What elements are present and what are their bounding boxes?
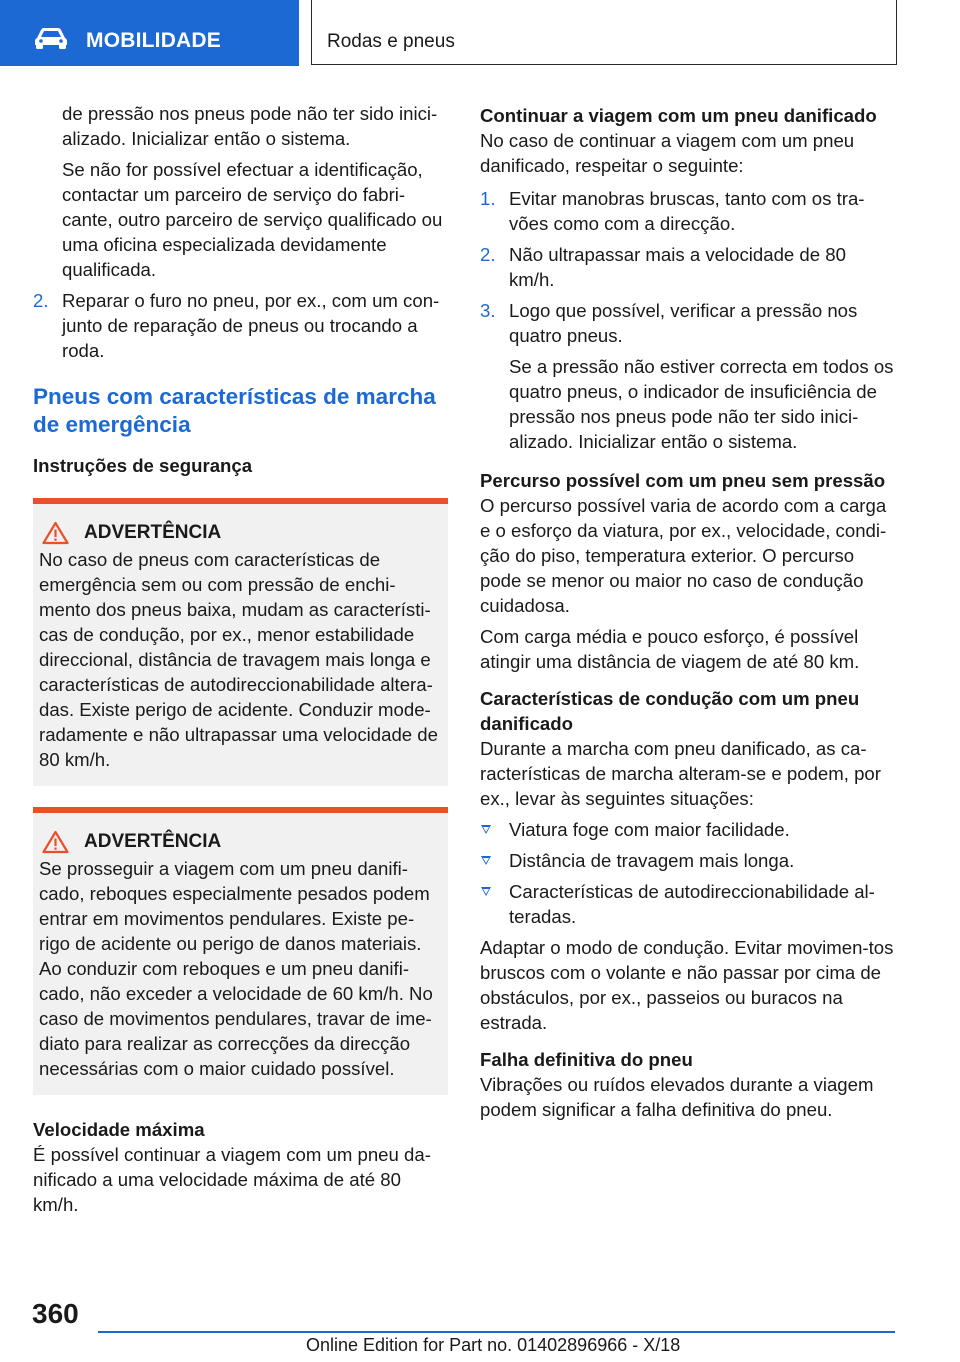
list-item [480, 186, 895, 236]
list-item [480, 817, 895, 842]
warning-title [39, 520, 442, 545]
right-column [480, 103, 895, 1122]
warning-text: No caso de pneus com características de emergência sem ou com pressão de enchi-mento dos pneus baixa, mudam as característi-cas de condução, por ex., menor estabilidade direccional, distância de travagem mais longa e características de autodireccionabilidade altera-das. Existe perigo de acidente. Conduzir mode-radamente e não ultrapassar uma velocidade de 80 km/h. [39, 549, 438, 770]
triangle-bullet-icon [481, 825, 491, 834]
footer-divider [98, 1331, 895, 1333]
driving-advice: Adaptar o modo de condução. Evitar movimen-tos bruscos com o volante e não passar por cima de obstáculos, por ex., passeios ou buracos na estrada. [480, 937, 894, 1033]
range-paragraph: O percurso possível varia de acordo com a carga e o esforço da viatura, por ex., velocidade, condi-ção do piso, temperatura exterior. O percurso pode se menor ou maior no caso de condução cuidadosa. [480, 495, 887, 616]
bullet-list [480, 817, 895, 929]
list-item-text: Logo que possível, verificar a pressão nos quatro pneus. [509, 300, 858, 346]
warning-triangle-icon [42, 830, 69, 854]
triangle-bullet-icon [481, 887, 491, 896]
driving-intro: Durante a marcha com pneu danificado, as ca-racterísticas de marcha alteram-se e podem, por ex., levar às seguintes situações: [480, 738, 881, 809]
warning-label: ADVERTÊNCIA [84, 522, 222, 543]
chapter-tab [311, 0, 897, 65]
warning-box [33, 498, 448, 786]
list-number: 2. [33, 290, 49, 311]
list-item-text: Não ultrapassar mais a velocidade de 80 km/h. [509, 244, 846, 290]
list-number: 3. [480, 300, 496, 321]
edition-text: Online Edition for Part no. 01402896966 - X/18 [306, 1335, 681, 1355]
list-item [480, 848, 895, 873]
speed-text: É possível continuar a viagem com um pneu da-nificado a uma velocidade máxima de até 80 km/h. [33, 1144, 431, 1215]
speed-heading: Velocidade máxima [33, 1119, 205, 1140]
left-column [33, 101, 448, 1217]
continue-heading: Continuar a viagem com um pneu danificado [480, 105, 877, 126]
failure-text: Vibrações ou ruídos elevados durante a viagem podem significar a falha definitiva do pneu. [480, 1074, 874, 1120]
continue-intro: No caso de continuar a viagem com um pneu danificado, respeitar o seguinte: [480, 130, 855, 176]
safety-subheading: Instruções de segurança [33, 455, 253, 476]
list-item [480, 879, 895, 929]
list-item-text: Viatura foge com maior facilidade. [509, 819, 790, 840]
driving-heading: Características de condução com um pneu danificado [480, 688, 860, 734]
warning-triangle-icon [42, 521, 69, 545]
list-item-note: Se a pressão não estiver correcta em todos os quatro pneus, o indicador de insuficiência de pressão nos pneus pode não ter sido inici-alizado. Inicializar então o sistema. [509, 356, 894, 452]
list-item [33, 288, 448, 363]
section-title: MOBILIDADE [86, 29, 221, 52]
list-item [480, 298, 895, 454]
list-item-text: Reparar o furo no pneu, por ex., com um con-junto de reparação de pneus ou trocando a roda. [62, 290, 440, 361]
section-tab [0, 0, 299, 66]
warning-text: Se prosseguir a viagem com um pneu danifi-cado, reboques especialmente pesados podem entrar em movimentos pendulares. Existe pe-rigo de acidente ou perigo de danos materiais. Ao conduzir com reboques e um pneu danifi-cado, não exceder a velocidade de 60 km/h. No caso de movimentos pendulares, travar de ime-diato para realizar as correcções da direcção necessárias com o maior cuidado possível. [39, 858, 433, 1079]
range-paragraph: Com carga média e pouco esforço, é possível atingir uma distância de viagem de até 80 km. [480, 626, 860, 672]
list-item [480, 242, 895, 292]
list-number: 1. [480, 188, 496, 209]
section-heading: Pneus com características de marcha de emergência [33, 384, 436, 437]
triangle-bullet-icon [481, 856, 491, 865]
list-item-text: Distância de travagem mais longa. [509, 850, 795, 871]
steps-list [480, 186, 895, 454]
failure-heading: Falha definitiva do pneu [480, 1049, 693, 1070]
list-item-text: Características de autodireccionabilidade al-teradas. [509, 881, 875, 927]
numbered-list [33, 288, 448, 363]
range-heading: Percurso possível com um pneu sem pressão [480, 470, 886, 491]
warning-label: ADVERTÊNCIA [84, 831, 222, 852]
page-number: 360 [32, 1298, 79, 1329]
continued-paragraph: Se não for possível efectuar a identificação, contactar um parceiro de serviço do fabri-cante, outro parceiro de serviço qualificado ou uma oficina especializada devidamente qualificada. [62, 159, 443, 280]
chapter-title: Rodas e pneus [327, 31, 455, 52]
list-item-text: Evitar manobras bruscas, tanto com os tra-vões como com a direcção. [509, 188, 865, 234]
list-number: 2. [480, 244, 496, 265]
car-icon [33, 26, 69, 50]
warning-box [33, 807, 448, 1095]
warning-title [39, 829, 442, 854]
continued-paragraph: de pressão nos pneus pode não ter sido inici-alizado. Inicializar então o sistema. [62, 103, 438, 149]
